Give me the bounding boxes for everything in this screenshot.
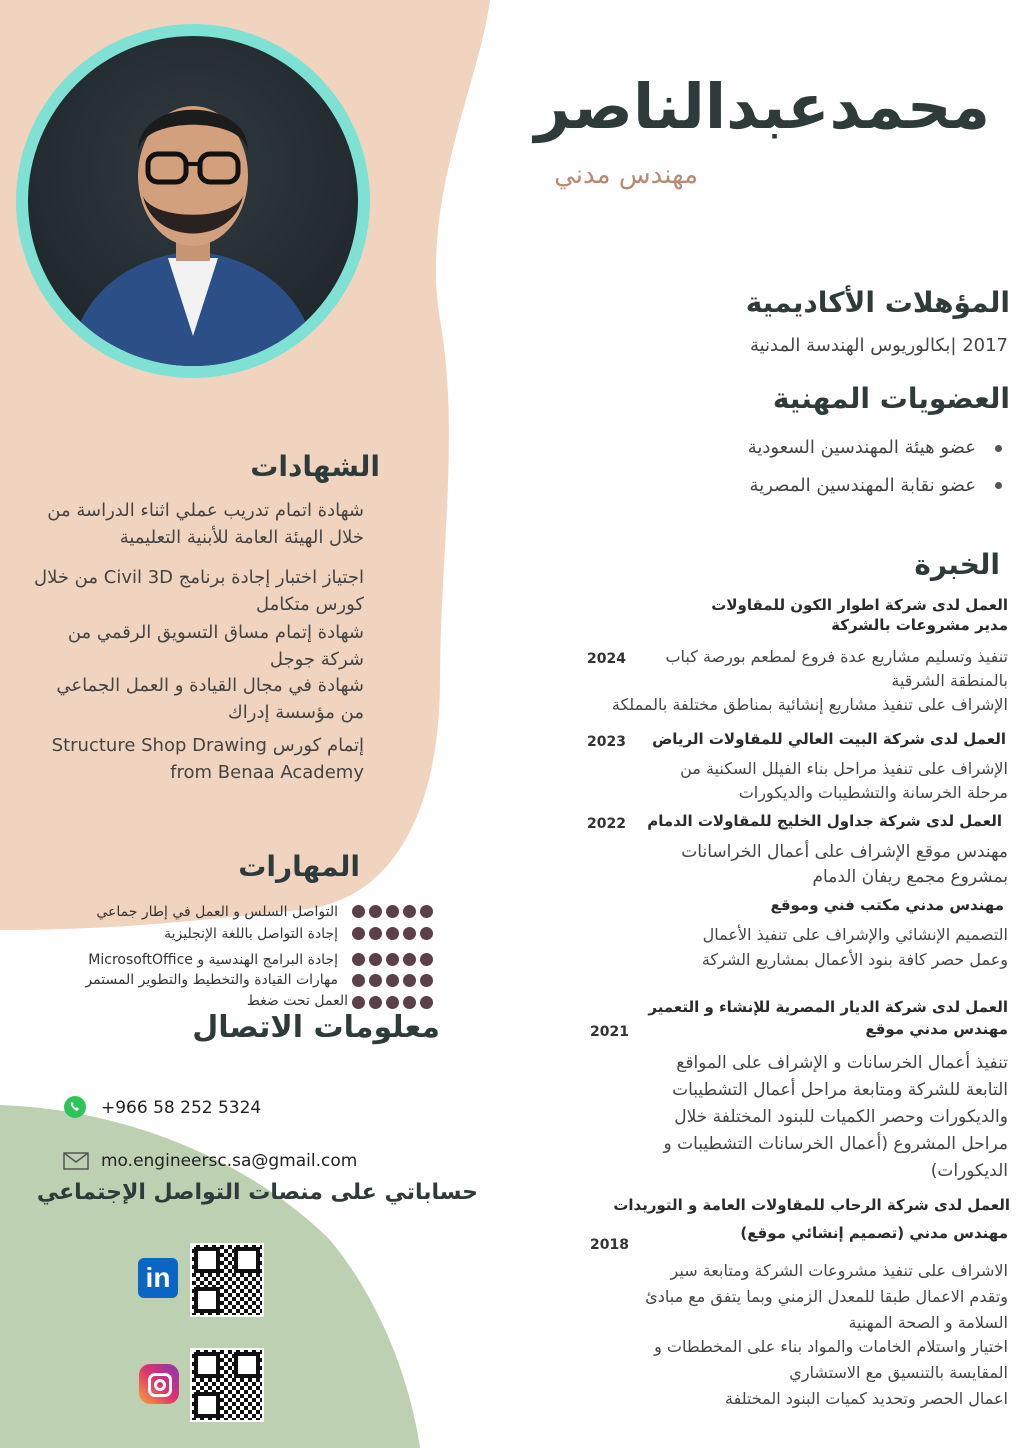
experience-line: الإشراف على تنفيذ مشاريع إنشائية بمناطق مختلفة بالمملكة [611,695,1008,714]
social-heading: حساباتي على منصات التواصل الإجتماعي [36,1180,478,1205]
email-address[interactable]: mo.engineersc.sa@gmail.com [101,1151,358,1171]
certificate-item: إتمام كورس Structure Shop Drawing from Benaa Academy [51,735,364,783]
skill-item: العمل تحت ضغط [246,993,348,1009]
skill-level-dots [352,953,433,966]
phone-number[interactable]: +966 58 252 5324 [101,1098,262,1118]
linkedin-icon[interactable]: in [138,1258,178,1298]
skill-item: إجادة البرامج الهندسية و MicrosoftOffice [88,952,338,968]
experience-subtitle: مدير مشروعات بالشركة [831,616,1008,634]
experience-title: مهندس مدني مكتب فني وموقع [770,896,1004,914]
experience-subtitle: مهندس مدني موقع [865,1020,1008,1038]
skill-level-dots [352,927,433,940]
linkedin-qr-code[interactable] [190,1243,264,1317]
certificate-item: شهادة إتمام مساق التسويق الرقمي من شركة جوجل [67,622,364,670]
certificate-item: شهادة اتمام تدريب عملي اثناء الدراسة من خلال الهيئة العامة للأبنية التعليمية [47,500,364,548]
profile-photo-ring [16,24,370,378]
memberships-heading: العضويات المهنية [772,382,1010,415]
experience-line: التصميم الإنشائي والإشراف على تنفيذ الأعمال [702,925,1008,944]
education-heading: المؤهلات الأكاديمية [745,286,1010,319]
contact-heading: معلومات الاتصال [192,1010,440,1045]
portrait-illustration [28,36,358,366]
full-name: محمدعبدالناصر [534,70,990,143]
envelope-icon [63,1152,89,1170]
certificates-heading: الشهادات [250,450,380,483]
instagram-icon[interactable] [139,1364,179,1404]
experience-title: العمل لدى شركة البيت العالي للمقاولات الرياض [652,730,1006,748]
certificate-item: اجتياز اختبار إجادة برنامج Civil 3D من خلال كورس متكامل [34,567,364,615]
experience-year: 2018 [590,1237,629,1253]
experience-year: 2021 [590,1024,629,1040]
experience-line: الاشراف على تنفيذ مشروعات الشركة ومتابعة سير وتقدم الاعمال طبقا للمعدل الزمني وبما يتفق مع مبادئ السلامة و الصحة المهنية [645,1261,1008,1332]
job-title: مهندس مدني [554,160,698,190]
profile-photo [28,36,358,366]
skills-heading: المهارات [238,850,360,883]
education-line: 2017 |بكالوريوس الهندسة المدنية [749,335,1008,356]
membership-item: عضو هيئة المهندسين السعودية [747,437,976,458]
skill-item: إجادة التواصل باللغة الإنجليزية [164,926,338,942]
bullet-dot [995,482,1002,489]
experience-line: وعمل حصر كافة بنود الأعمال بمشاريع الشركة [701,950,1008,969]
certificate-item: شهادة في مجال القيادة و العمل الجماعي من مؤسسة إدراك [56,675,364,723]
whatsapp-icon [63,1095,87,1119]
experience-line: تنفيذ أعمال الخرسانات و الإشراف على المواقع التابعة للشركة ومتابعة مراحل أعمال التشطيبات والديكورات وحصر الكميات للبنود المختلفة خلال مراحل المشروع (أعمال الخرسانات التشطيبات و الديكورات) [663,1053,1008,1181]
skill-item: مهارات القيادة والتخطيط والتطوير المستمر [85,972,338,988]
membership-item: عضو نقابة المهندسين المصرية [749,475,976,496]
skill-level-dots [352,996,433,1009]
experience-line: تنفيذ وتسليم مشاريع عدة فروع لمطعم بورصة كباب بالمنطقة الشرقية [665,647,1008,690]
instagram-qr-code[interactable] [190,1348,264,1422]
skill-level-dots [352,905,433,918]
experience-heading: الخبرة [914,548,1000,581]
experience-line: الإشراف على تنفيذ مراحل بناء الفيلل السكنية من مرحلة الخرسانة والتشطيبات والديكورات [680,759,1008,802]
experience-year: 2024 [587,651,626,667]
skill-item: التواصل السلس و العمل في إطار جماعي [96,904,338,920]
bullet-dot [995,445,1002,452]
experience-title: العمل لدى شركة الديار المصرية للإنشاء و التعمير [648,998,1008,1016]
experience-line: مهندس موقع الإشراف على أعمال الخراسانات بمشروع مجمع ريفان الدمام [681,842,1008,887]
experience-line: اعمال الحصر وتحديد كميات البنود المختلفة [725,1389,1008,1408]
experience-title: العمل لدى شركة اطوار الكون للمقاولات [711,596,1008,614]
experience-year: 2022 [587,816,626,832]
experience-line: اختيار واستلام الخامات والمواد بناء على المخططات و المقايسة بالتنسيق مع الاستشاري [654,1337,1008,1382]
experience-year: 2023 [587,734,626,750]
experience-title: العمل لدى شركة جداول الخليج للمقاولات الدمام [647,812,1002,830]
skill-level-dots [352,974,433,987]
experience-subtitle: مهندس مدني (تصميم إنشائي موقع) [740,1224,1008,1242]
experience-title: العمل لدى شركة الرحاب للمقاولات العامة و التوريدات [613,1196,1010,1214]
